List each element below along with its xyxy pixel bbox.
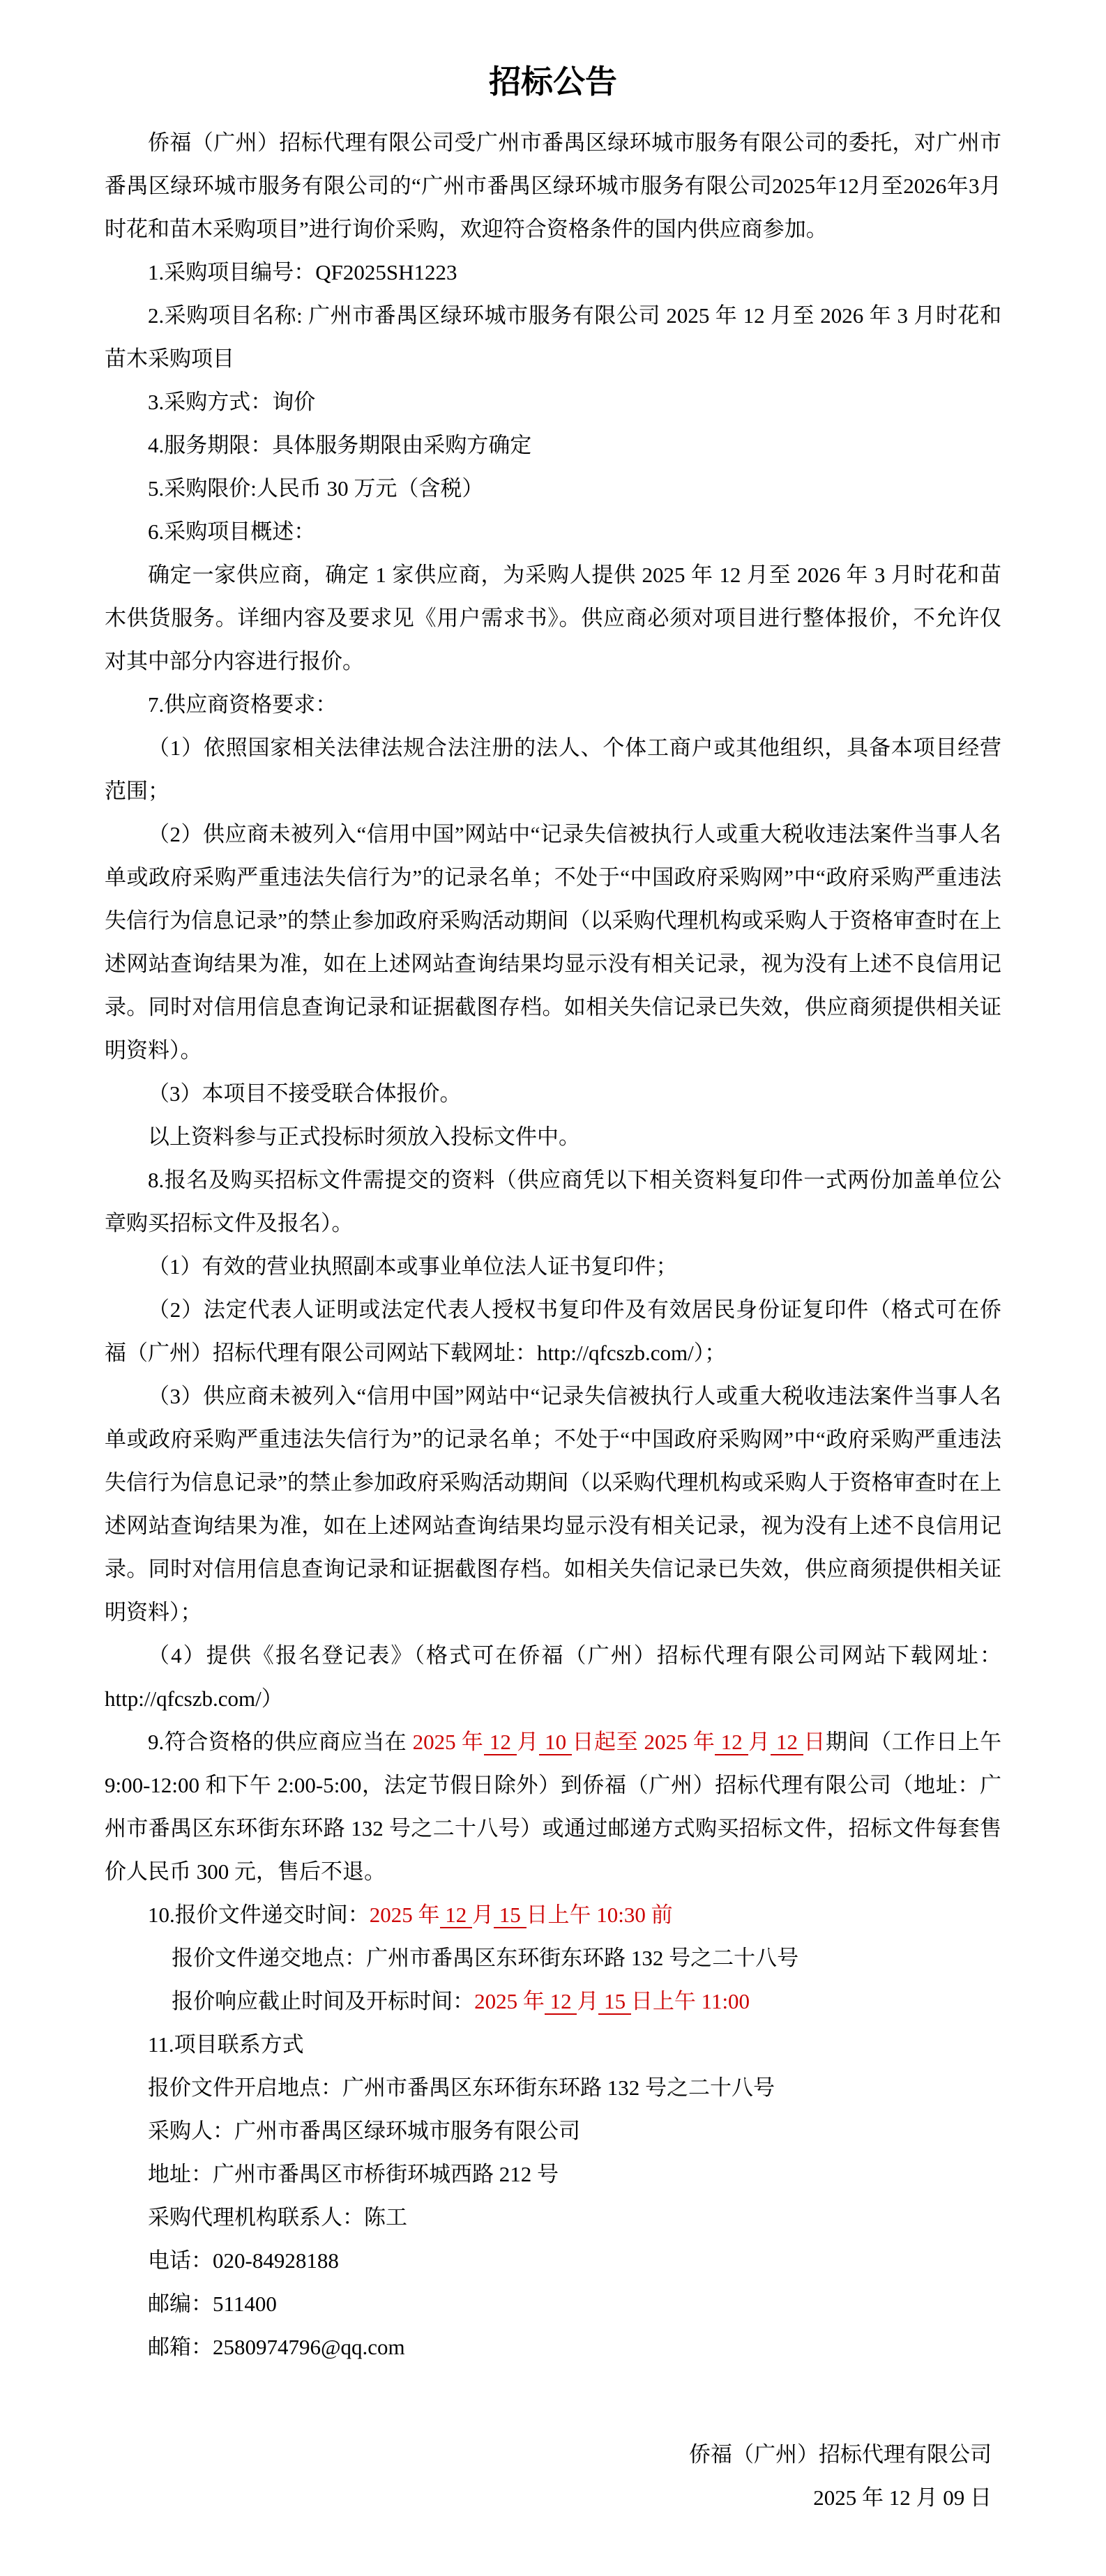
contact-open-place: 报价文件开启地点：广州市番禺区东环街东环路 132 号之二十八号 (148, 2075, 775, 2100)
item-6-project-overview-text: 确定一家供应商，确定 1 家供应商，为采购人提供 2025 年 12 月至 2026 年 3 月时花和苗木供货服务。详细内容及要求见《用户需求书》。供应商必须对项目进行整体报价，不允许仅对其中部分内容进行报价。 (105, 563, 1001, 673)
item-10-deadline-time-tail: 日上午 11:00 (630, 1989, 750, 2013)
item-10-deadline (105, 1980, 1001, 2023)
clause-8-2: （2）法定代表人证明或法定代表人授权书复印件及有效居民身份证复印件（格式可在侨福（广州）招标代理有限公司网站下载网址：http://qfcszb.com/）； (105, 1297, 1001, 1365)
page-title: 招标公告 (489, 64, 617, 100)
clause-8-3: （3）供应商未被列入“信用中国”网站中“记录失信被执行人或重大税收违法案件当事人名单或政府采购严重违法失信行为”的记录名单；不处于“中国政府采购网”中“政府采购严重违法失信行为信息记录”的禁止参加政府采购活动期间（以采购代理机构或采购人于资格审查时在上述网站查询结果为准，如在上述网站查询结果均显示没有相关记录，视为没有上述不良信用记录。同时对信用信息查询记录和证据截图存档。如相关失信记录已失效，供应商须提供相关证明资料）； (105, 1384, 1001, 1624)
item-9-date2-month: 12 (715, 1730, 749, 1754)
item-9-date2-month-label: 月 (748, 1730, 771, 1754)
item-1-project-number: 1.采购项目编号：QF2025SH1223 (148, 260, 457, 284)
item-10-deadline-month-label: 月 (577, 1989, 599, 2013)
item-9-date1-month-label: 月 (517, 1730, 539, 1754)
intro-paragraph: 侨福（广州）招标代理有限公司受广州市番禺区绿环城市服务有限公司的委托，对广州市番禺区绿环城市服务有限公司的“广州市番禺区绿环城市服务有限公司2025年12月至2026年3月时花和苗木采购项目”进行询价采购，欢迎符合资格条件的国内供应商参加。 (105, 130, 1001, 241)
contact-phone: 电话：020-84928188 (148, 2248, 339, 2273)
item-9-date1-month: 12 (483, 1730, 517, 1754)
item-10-submission-time (105, 1893, 1001, 1937)
item-7-qualification-heading: 7.供应商资格要求： (148, 692, 338, 717)
item-9-date-mid: 日起至 2025 年 (572, 1730, 715, 1754)
item-10-deadline-label: 报价响应截止时间及开标时间： (172, 1989, 475, 2013)
item-9-rest: 期间（工作日上午 9:00-12:00 和下午 2:00-5:00，法定节假日除外）到侨福（广州）招标代理有限公司（地址：广州市番禺区东环街东环路 132 号之二十八号）或通过邮递方式购买招标文件，招标文件每套售价人民币 300 元，售后不退。 (105, 1730, 1002, 1884)
item-10-deadline-day: 15 (598, 1989, 631, 2013)
item-10-label: 10.报价文件递交时间： (148, 1903, 370, 1927)
item-6-project-overview-heading: 6.采购项目概述： (148, 519, 316, 544)
contact-purchaser: 采购人：广州市番禺区绿环城市服务有限公司 (148, 2119, 580, 2143)
signature-company: 侨福（广州）招标代理有限公司 (689, 2442, 992, 2467)
item-10-deadline-month: 12 (544, 1989, 577, 2013)
item-9-purchase-period (105, 1721, 1001, 1893)
item-4-service-period: 4.服务期限：具体服务期限由采购方确定 (148, 433, 532, 457)
item-10-month: 12 (439, 1903, 472, 1927)
item-10-year: 2025 年 (369, 1903, 440, 1927)
item-2-project-name: 2.采购项目名称: 广州市番禺区绿环城市服务有限公司 2025 年 12 月至 2026 年 3 月时花和苗木采购项目 (105, 303, 1001, 371)
item-10-month-label: 月 (472, 1903, 494, 1927)
contact-email: 邮箱：2580974796@qq.com (148, 2335, 405, 2359)
contact-postcode: 邮编：511400 (148, 2292, 277, 2316)
item-10-deadline-year: 2025 年 (474, 1989, 545, 2013)
signature-block (105, 2433, 1001, 2520)
item-10-time-tail: 日上午 10:30 前 (526, 1903, 673, 1927)
item-10-submission-place: 报价文件递交地点：广州市番禺区东环街东环路 132 号之二十八号 (172, 1946, 799, 1970)
contact-address: 地址：广州市番禺区市桥街环城西路 212 号 (148, 2162, 559, 2186)
signature-date: 2025 年 12 月 09 日 (813, 2485, 992, 2510)
clause-8-1: （1）有效的营业执照副本或事业单位法人证书复印件； (148, 1254, 678, 1279)
item-3-procurement-method: 3.采购方式：询价 (148, 390, 316, 414)
item-9-prefix: 9.符合资格的供应商应当在 (148, 1730, 413, 1754)
item-9-date1-year: 2025 年 (412, 1730, 484, 1754)
contact-agency-person: 采购代理机构联系人：陈工 (148, 2205, 407, 2230)
item-11-contact-heading: 11.项目联系方式 (148, 2032, 304, 2057)
item-9-date-tail: 日 (803, 1730, 826, 1754)
clause-7-3: （3）本项目不接受联合体报价。 (148, 1081, 462, 1106)
clause-7-1: （1）依照国家相关法律法规合法注册的法人、个体工商户或其他组织，具备本项目经营范围； (105, 736, 1001, 803)
clause-8-4: （4）提供《报名登记表》（格式可在侨福（广州）招标代理有限公司网站下载网址：http://qfcszb.com/） (105, 1643, 1001, 1711)
item-7-note: 以上资料参与正式投标时须放入投标文件中。 (148, 1125, 580, 1149)
item-10-day: 15 (494, 1903, 527, 1927)
item-9-date2-day: 12 (770, 1730, 804, 1754)
item-5-price-limit: 5.采购限价:人民币 30 万元（含税） (148, 476, 484, 501)
clause-7-2: （2）供应商未被列入“信用中国”网站中“记录失信被执行人或重大税收违法案件当事人名单或政府采购严重违法失信行为”的记录名单；不处于“中国政府采购网”中“政府采购严重违法失信行为信息记录”的禁止参加政府采购活动期间（以采购代理机构或采购人于资格审查时在上述网站查询结果为准，如在上述网站查询结果均显示没有相关记录，视为没有上述不良信用记录。同时对信用信息查询记录和证据截图存档。如相关失信记录已失效，供应商须提供相关证明资料）。 (105, 822, 1001, 1062)
item-8-registration-heading: 8.报名及购买招标文件需提交的资料（供应商凭以下相关资料复印件一式两份加盖单位公章购买招标文件及报名）。 (105, 1168, 1001, 1235)
item-9-date1-day: 10 (538, 1730, 573, 1754)
